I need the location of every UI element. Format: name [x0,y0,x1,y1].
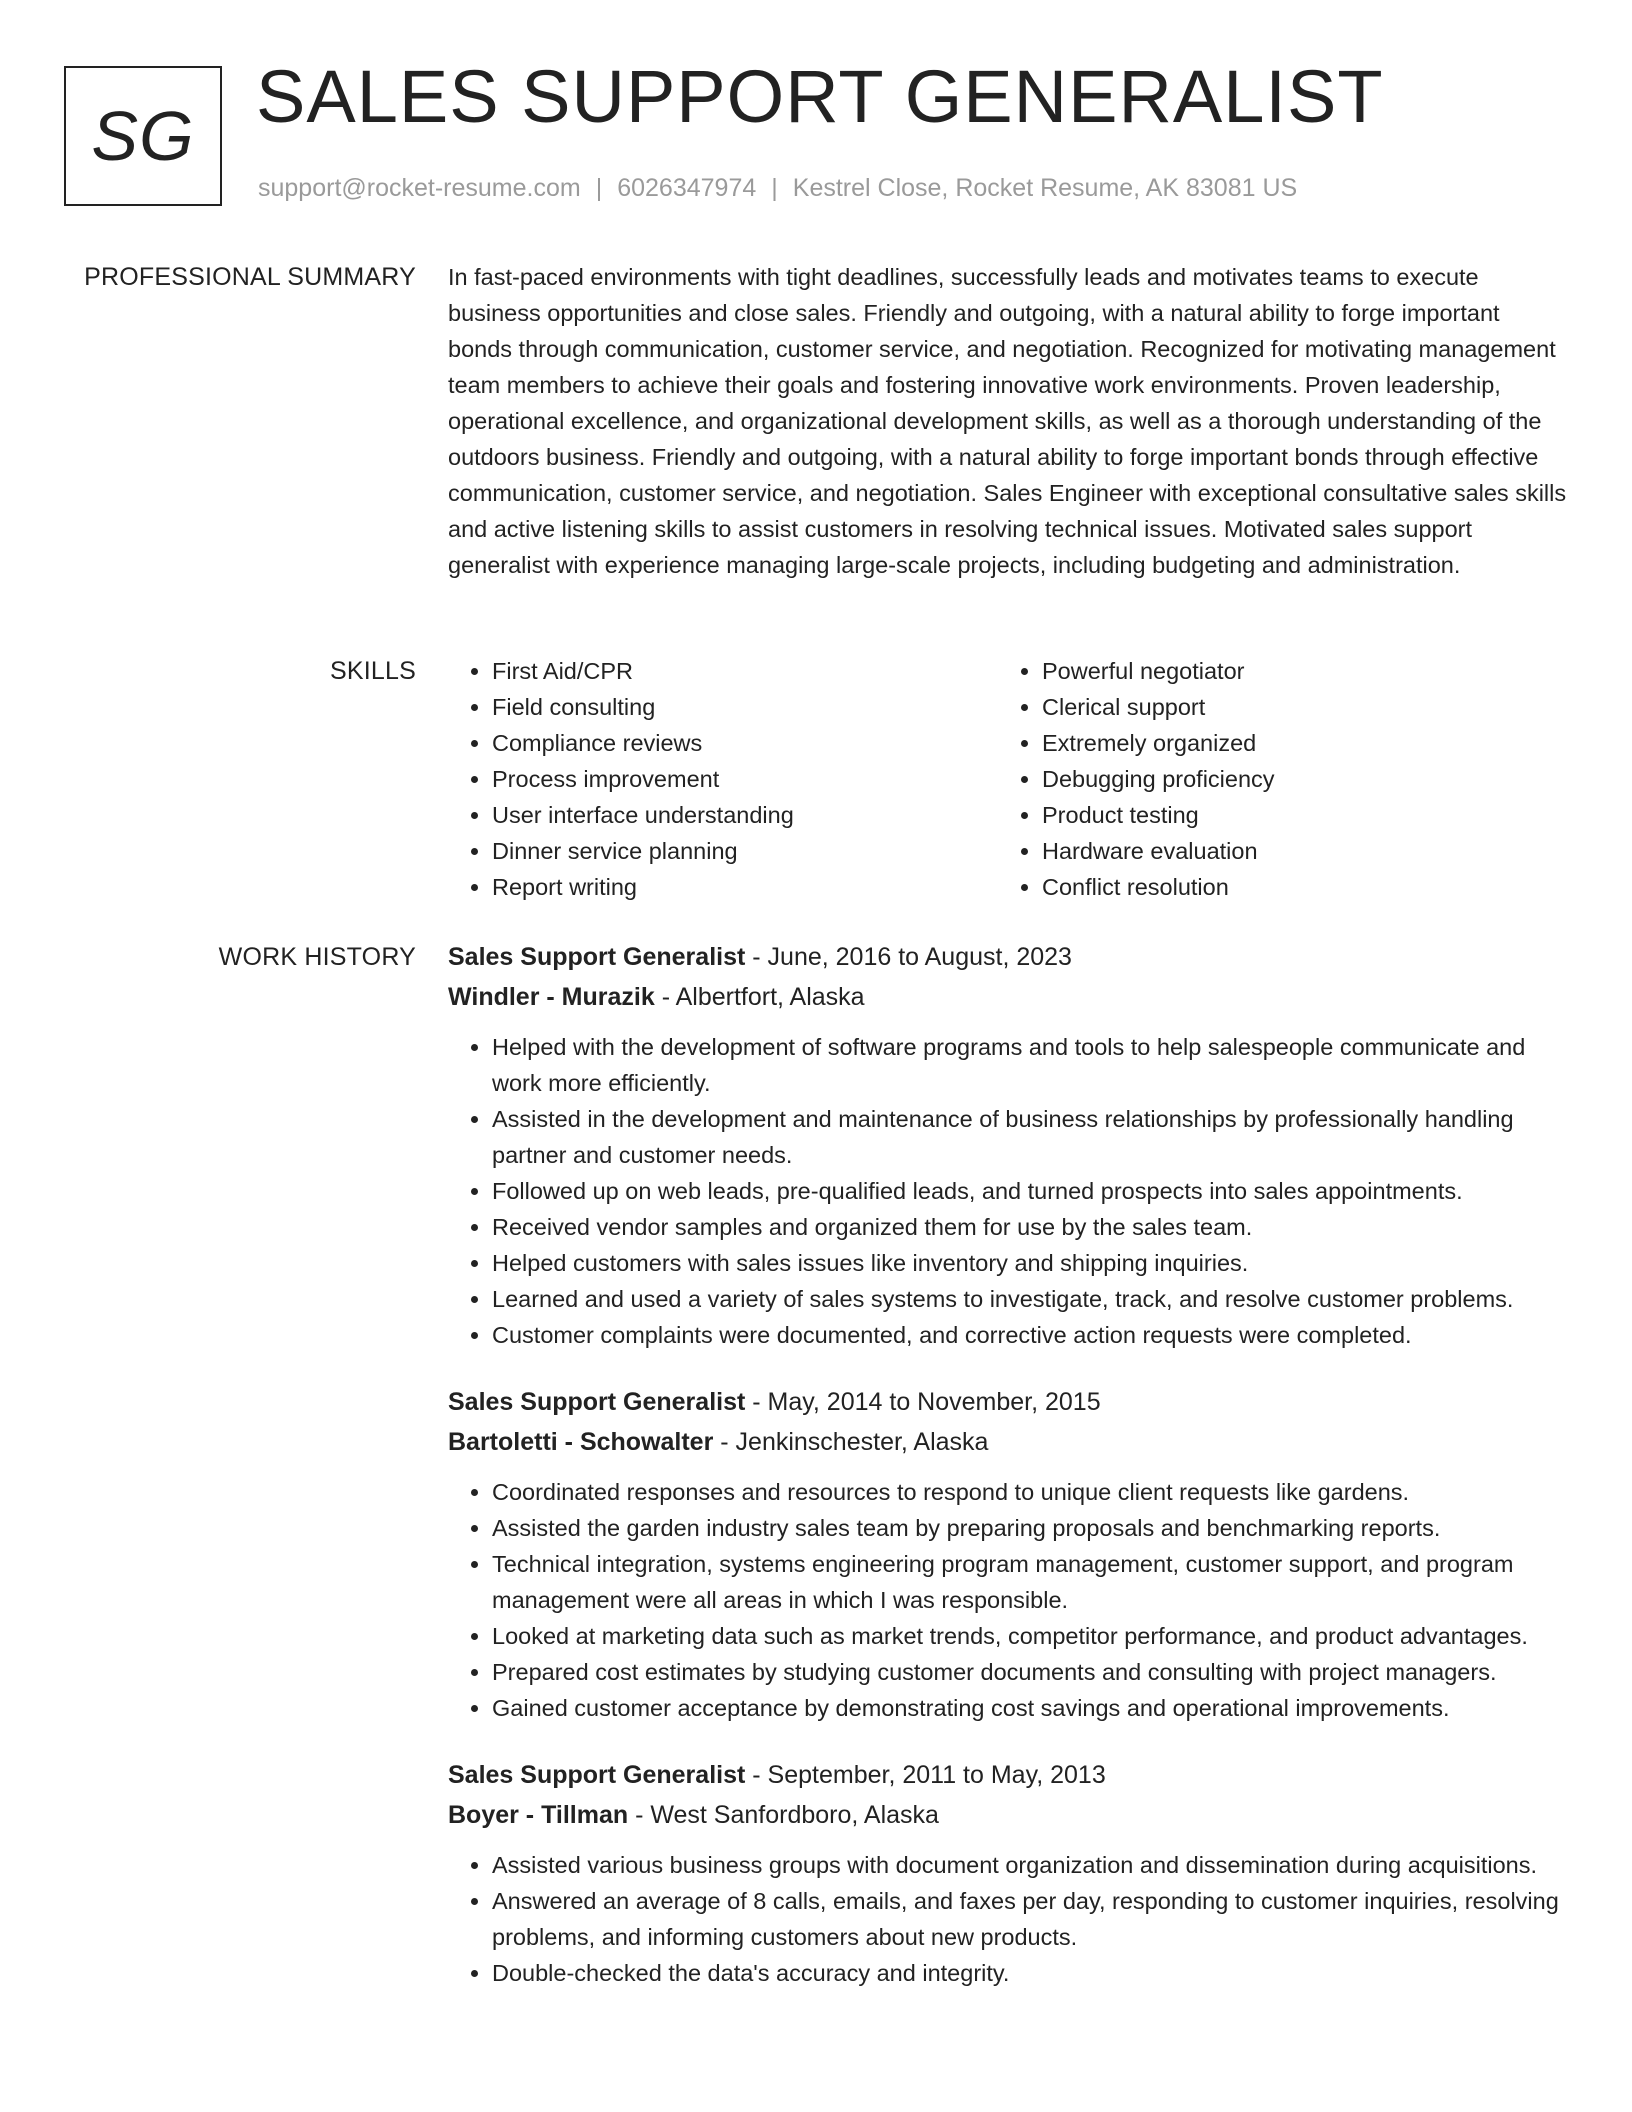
job-location: - Albertfort, Alaska [654,983,865,1011]
skills-list-right [998,653,1548,905]
skill-item: • User interface understanding [492,797,998,833]
skill-item: • Extremely organized [1042,725,1548,761]
duty-item: • Learned and used a variety of sales systems to investigate, track, and resolve customer problems. [492,1281,1568,1317]
job-dates: - September, 2011 to May, 2013 [745,1761,1106,1789]
duty-item: • Helped customers with sales issues like inventory and shipping inquiries. [492,1245,1568,1281]
job-company-line [448,977,1568,1017]
job-company: Bartoletti - Schowalter [448,1428,714,1456]
job-location: - Jenkinschester, Alaska [713,1428,989,1456]
resume-name: SALES SUPPORT GENERALIST [256,55,1384,138]
job-entry [448,937,1568,1353]
duty-item: • Assisted the garden industry sales team by preparing proposals and benchmarking reports. [492,1510,1568,1546]
contact-line [258,176,1297,201]
contact-address: Kestrel Close, Rocket Resume, AK 83081 US [792,174,1298,202]
job-location: - West Sanfordboro, Alaska [628,1801,939,1829]
contact-separator: | [771,174,778,202]
skills-heading: SKILLS [330,657,416,685]
skill-item: • Hardware evaluation [1042,833,1548,869]
duty-item: • Technical integration, systems engineering program management, customer support, and program management were all areas in which I was responsible. [492,1546,1568,1618]
job-title-line [448,937,1568,977]
summary-body [448,259,1568,583]
duty-item: • Helped with the development of software programs and tools to help salespeople communicate and work more efficiently. [492,1029,1568,1101]
duty-item: • Assisted various business groups with document organization and dissemination during acquisitions. [492,1847,1568,1883]
contact-phone: 6026347974 [617,174,757,202]
duty-item: • Customer complaints were documented, and corrective action requests were completed. [492,1317,1568,1353]
summary-heading: PROFESSIONAL SUMMARY [84,263,416,291]
skill-item: • Powerful negotiator [1042,653,1548,689]
job-duties [448,1474,1568,1726]
duty-item: • Received vendor samples and organized them for use by the sales team. [492,1209,1568,1245]
monogram-initials: SG [91,97,195,175]
duty-item: • Gained customer acceptance by demonstrating cost savings and operational improvements. [492,1690,1568,1726]
skill-item: • Clerical support [1042,689,1548,725]
skill-item: • Debugging proficiency [1042,761,1548,797]
skill-item: • Dinner service planning [492,833,998,869]
duty-item: • Answered an average of 8 calls, emails, and faxes per day, responding to customer inquiries, resolving problems, and informing customers about new products. [492,1883,1568,1955]
skill-item: • Field consulting [492,689,998,725]
skill-item: • Process improvement [492,761,998,797]
duty-item: • Assisted in the development and maintenance of business relationships by professionally handling partner and customer needs. [492,1101,1568,1173]
job-company-line [448,1795,1568,1835]
skill-item: • Conflict resolution [1042,869,1548,905]
job-title-line [448,1382,1568,1422]
job-dates: - June, 2016 to August, 2023 [745,943,1072,971]
skills-body [448,653,1568,905]
job-title: Sales Support Generalist [448,1761,746,1789]
duty-item: • Followed up on web leads, pre-qualified leads, and turned prospects into sales appointments. [492,1173,1568,1209]
duty-item: • Coordinated responses and resources to respond to unique client requests like gardens. [492,1474,1568,1510]
monogram-box [64,66,222,206]
job-title: Sales Support Generalist [448,943,746,971]
skills-list-left [448,653,998,905]
duty-item: • Prepared cost estimates by studying customer documents and consulting with project managers. [492,1654,1568,1690]
job-company-line [448,1422,1568,1462]
job-company: Boyer - Tillman [448,1801,629,1829]
skill-item: • Report writing [492,869,998,905]
duty-item: • Double-checked the data's accuracy and integrity. [492,1955,1568,1991]
summary-text: In fast-paced environments with tight deadlines, successfully leads and motivates teams to execute business opportunities and close sales. Friendly and outgoing, with a natural ability to forge important bonds through communication, customer service, and negotiation. Recognized for motivating management team members to achieve their goals and fostering innovative work environments. Proven leadership, operational excellence, and organizational development skills, as well as a thorough understanding of the outdoors business. Friendly and outgoing, with a natural ability to forge important bonds through effective communication, customer service, and negotiation. Sales Engineer with exceptional consultative sales skills and active listening skills to assist customers in resolving technical issues. Motivated sales support generalist with experience managing large-scale projects, including budgeting and administration. [448,264,1567,578]
job-company: Windler - Murazik [448,983,655,1011]
job-duties [448,1029,1568,1353]
job-duties [448,1847,1568,1991]
skill-item: • Product testing [1042,797,1548,833]
work-history-heading: WORK HISTORY [218,943,416,971]
work-history-body [448,937,1568,2020]
contact-separator: | [595,174,603,202]
job-title: Sales Support Generalist [448,1388,746,1416]
skill-item: • Compliance reviews [492,725,998,761]
job-entry [448,1382,1568,1726]
job-dates: - May, 2014 to November, 2015 [745,1388,1101,1416]
job-entry [448,1755,1568,1991]
job-title-line [448,1755,1568,1795]
skill-item: • First Aid/CPR [492,653,998,689]
duty-item: • Looked at marketing data such as market trends, competitor performance, and product advantages. [492,1618,1568,1654]
contact-email: support@rocket-resume.com [258,174,581,202]
